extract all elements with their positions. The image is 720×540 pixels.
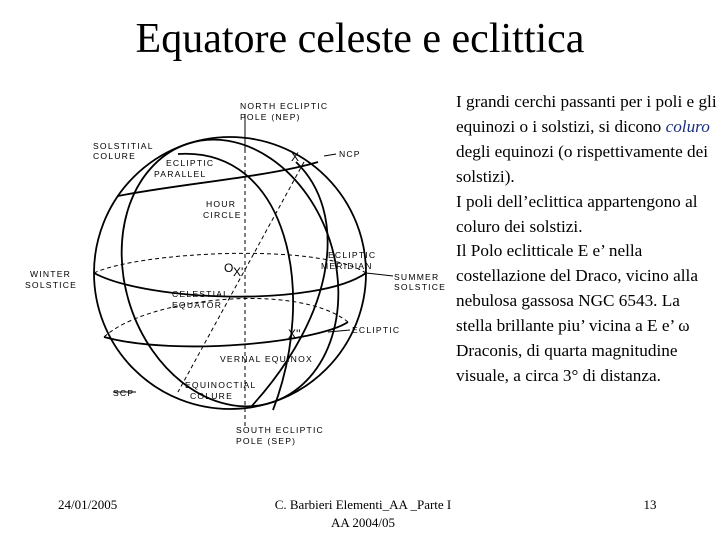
label-summer-solstice-2: SOLSTICE [394,282,447,292]
celestial-sphere-diagram [18,92,450,452]
label-equinoctial-colure-2: COLURE [190,391,234,401]
label-solstitial-colure-2: COLURE [93,151,137,161]
footer-page-number: 13 [643,497,657,512]
leader-ncp [324,154,336,156]
label-celestial-equator-1: CELESTIAL [172,289,230,299]
paragraph-ecliptic-poles: I poli dell’eclittica appartengono al coluro dei solstizi. [456,191,698,236]
label-hour-circle-2: CIRCLE [203,210,242,220]
mark-x: X [291,150,300,164]
coluro-term: coluro [665,116,710,136]
label-ecliptic-parallel-2: PARALLEL [154,169,207,179]
label-sep-2: POLE (SEP) [236,436,297,446]
label-celestial-equator-2: EQUATOR [172,300,223,310]
celestial-equator-line [94,273,366,297]
label-ecliptic-parallel-1: ECLIPTIC [166,158,215,168]
paragraph-draco: Il Polo eclitticale E e’ nella costellazione del Draco, vicino alla nebulosa gassosa NGC 6543. La stella brillante piu’ vicina a E e’ ω Draconis, di quarta magnitudine visuale, a circa 3° di distanza. [456,241,698,385]
leader-summer [366,273,393,276]
label-winter-solstice-2: SOLSTICE [25,280,78,290]
label-nep-1: NORTH ECLIPTIC [240,101,329,111]
ecliptic-line [104,322,348,346]
equinoctial-colure-ring [178,154,293,410]
paragraph-coluro [456,90,718,190]
label-ncp: NCP [339,149,361,159]
slide-title: Equatore celeste e eclittica [135,16,585,62]
footer-date: 24/01/2005 [58,497,118,512]
mark-x-prime: X' [233,265,244,279]
ecliptic-meridian-arc [250,162,328,408]
footer-course [258,496,468,532]
footer-course-line2: AA 2004/05 [331,515,395,530]
label-winter-solstice-1: WINTER [30,269,72,279]
label-solstitial-colure-1: SOLSTITIAL [93,141,154,151]
footer-course-line1: C. Barbieri Elementi_AA _Parte I [274,497,452,512]
mark-x-double-prime: X'' [288,327,301,341]
body-text [456,90,718,389]
label-hour-circle-1: HOUR [206,199,237,209]
label-sep-1: SOUTH ECLIPTIC [236,425,324,435]
label-vernal-equinox: VERNAL EQUINOX [220,354,313,364]
label-nep-2: POLE (NEP) [240,112,301,122]
paragraph-coluro-start: I grandi cerchi passanti per i poli e gli equinozi o i solstizi, si dicono [456,92,717,136]
label-summer-solstice-1: SUMMER [394,272,440,282]
label-ecliptic-meridian-1: ECLIPTIC [328,250,377,260]
label-ecliptic-meridian-2: MERIDIAN [321,261,373,271]
label-ecliptic: ECLIPTIC [352,325,401,335]
mark-o: O [224,261,234,275]
label-equinoctial-colure-1: EQUINOCTIAL [185,380,257,390]
ecliptic-parallel-line [118,162,318,196]
paragraph-coluro-end: degli equinozi (o rispettivamente dei solstizi). [456,141,709,186]
label-scp: SCP [113,388,135,398]
